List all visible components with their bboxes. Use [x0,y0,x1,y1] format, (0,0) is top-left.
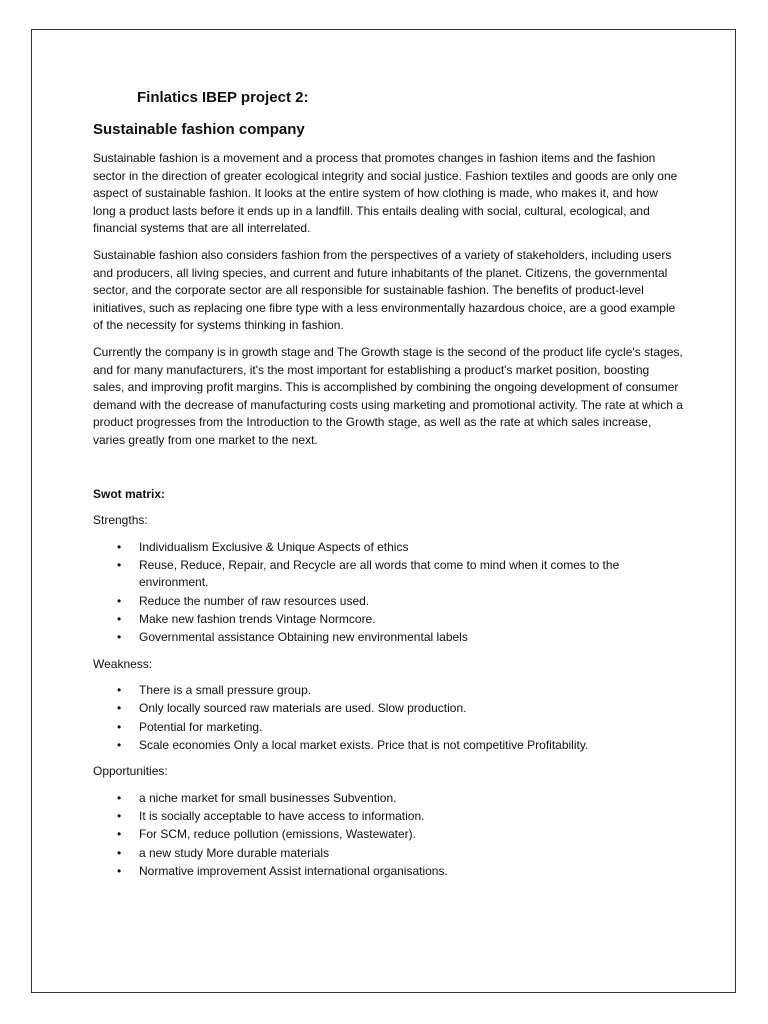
list-item-text: Governmental assistance Obtaining new environmental labels [139,630,468,645]
bullet-icon: • [117,827,122,842]
list-item [93,629,683,647]
paragraph-growth-stage: Currently the company is in growth stage and The Growth stage is the second of the product life cycle's stages, and for many manufacturers, it's the most important for establishing a product's market position, boosting sales, and improving profit margins. This is accomplished by combining the ongoing development of consumer demand with the decrease of manufacturing costs using marketing and promotional activity. The rate at which a product progresses from the Introduction to the Growth stage, as well as the rate at which sales increase, varies greatly from one market to the next. [93,344,683,447]
list-item-text: Reduce the number of raw resources used. [139,593,370,608]
bullet-icon: • [117,539,122,554]
weakness-heading: Weakness: [93,656,153,671]
bullet-icon: • [117,593,122,608]
document-body [93,88,683,889]
list-item [93,557,683,592]
list-item [93,611,683,629]
list-item-text: Reuse, Reduce, Repair, and Recycle are all words that come to mind when it comes to the environment. [139,557,620,590]
weakness-list [93,682,683,754]
list-item [93,737,683,755]
paragraph-stakeholders: Sustainable fashion also considers fashion from the perspectives of a variety of stakeholders, including users and producers, all living species, and current and future inhabitants of the planet. Citizens, the governmental sector, and the corporate sector are all responsible for sustainable fashion. The benefits of product-level initiatives, such as replacing one fibre type with a less environmentally hazardous choice, are a good example of the necessity for systems thinking in fashion. [93,247,676,333]
list-item-text: a niche market for small businesses Subvention. [139,790,397,805]
list-item-text: Scale economies Only a local market exists. Price that is not competitive Profitability. [139,737,589,752]
document-title: Finlatics IBEP project 2: [137,89,309,106]
list-item-text: There is a small pressure group. [139,683,312,698]
list-item [93,863,683,881]
list-item [93,826,683,844]
list-item [93,719,683,737]
swot-heading: Swot matrix: [93,486,166,501]
strengths-heading: Strengths: [93,513,148,528]
bullet-icon: • [117,845,122,860]
bullet-icon: • [117,863,122,878]
list-item-text: It is socially acceptable to have access to information. [139,809,425,824]
bullet-icon: • [117,630,122,645]
list-item-text: For SCM, reduce pollution (emissions, Wastewater). [139,827,416,842]
list-item [93,539,683,557]
bullet-icon: • [117,701,122,716]
opportunities-heading: Opportunities: [93,764,168,779]
list-item-text: Normative improvement Assist international organisations. [139,863,448,878]
paragraph-intro: Sustainable fashion is a movement and a process that promotes changes in fashion items and the fashion sector in the direction of greater ecological integrity and social justice. Fashion textiles and goods are only one aspect of sustainable fashion. It looks at the entire system of how clothing is made, who makes it, and how long a product lasts before it ends up in a landfill. This entails dealing with social, cultural, ecological, and financial systems that are all interrelated. [93,151,678,236]
bullet-icon: • [117,737,122,752]
list-item [93,808,683,826]
list-item-text: Only locally sourced raw materials are used. Slow production. [139,701,467,716]
bullet-icon: • [117,790,122,805]
list-item-text: Potential for marketing. [139,719,263,734]
bullet-icon: • [117,557,122,572]
spacer [93,459,683,486]
strengths-list [93,539,683,647]
bullet-icon: • [117,611,122,626]
list-item-text: Individualism Exclusive & Unique Aspects of ethics [139,539,409,554]
list-item [93,593,683,611]
bullet-icon: • [117,809,122,824]
opportunities-list [93,790,683,880]
list-item [93,682,683,700]
list-item-text: Make new fashion trends Vintage Normcore. [139,611,376,626]
bullet-icon: • [117,683,122,698]
bullet-icon: • [117,719,122,734]
list-item [93,845,683,863]
list-item [93,790,683,808]
list-item-text: a new study More durable materials [139,845,330,860]
document-subtitle: Sustainable fashion company [93,121,305,138]
list-item [93,700,683,718]
